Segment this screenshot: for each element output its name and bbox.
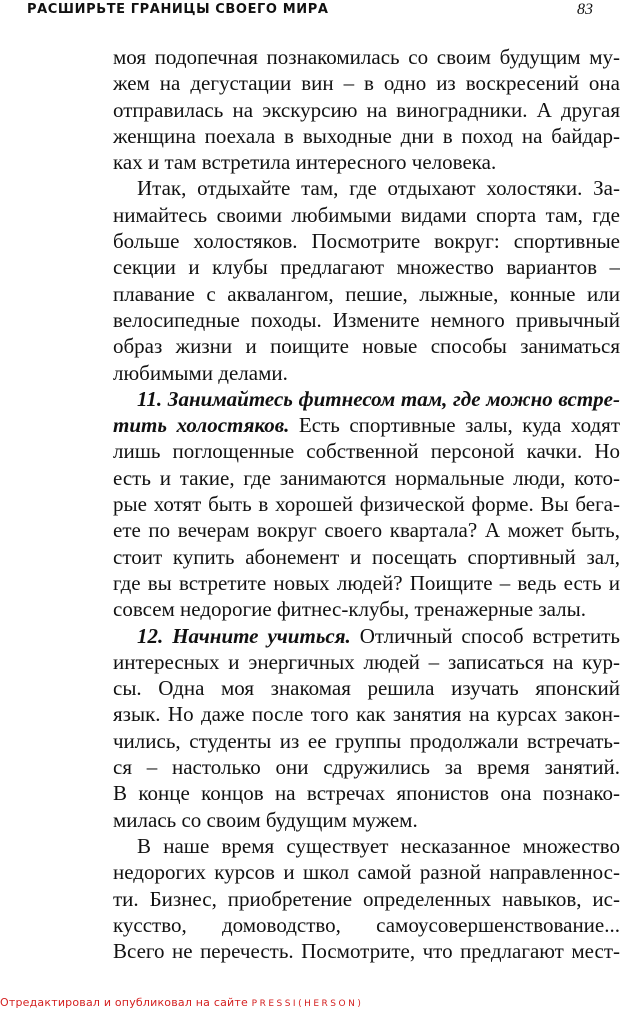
text-line: милась со своим будущим мужем. [113, 807, 418, 832]
text-line: нимайтесь своими любимыми видами спорта там, где [113, 202, 620, 227]
page-header [27, 2, 620, 26]
text-line: рые хотят быть в хорошей физической форме. Вы бега- [113, 492, 620, 517]
text-line: чились, студенты из ее группы продолжали встречать- [113, 728, 620, 753]
text-line: ся – настолько они сдружились за время занятий. [113, 755, 620, 780]
text-line: тить холостяков. Есть спортивные залы, куда ходят [113, 413, 620, 438]
text-line: лишь поглощенные собственной персоной качки. Но [113, 439, 620, 464]
text-line: моя подопечная познакомилась со своим будущим му- [113, 45, 620, 69]
text-line: плавание с аквалангом, пешие, лыжные, конные или [113, 281, 620, 306]
section-heading-11: 11. Занимайтесь фитнесом там, где можно встре- [137, 386, 620, 411]
text-line: стоит купить абонемент и посещать спортивный зал, [113, 544, 620, 569]
text-line: 12. Начните учиться. Отличный способ встретить [137, 623, 620, 648]
running-title: РАСШИРЬТЕ ГРАНИЦЫ СВОЕГО МИРА [27, 2, 329, 17]
text-line: есть и такие, где занимаются нормальные люди, кото- [113, 465, 620, 490]
text-line: где вы встретите новых людей? Поищите – ведь есть и [113, 570, 620, 595]
text-line: секции и клубы предлагают множество вариантов – [113, 255, 620, 280]
text-line: образ жизни и поищите новые способы заниматься [113, 334, 620, 359]
text-body [113, 44, 620, 964]
text-line: интересных и энергичных людей – записаться на кур- [113, 649, 620, 674]
text-line: сы. Одна моя знакомая решила изучать японский [113, 676, 620, 701]
text-line: совсем недорогие фитнес-клубы, тренажерные залы. [113, 597, 586, 622]
text-line: женщина поехала в выходные дни в поход на байдар- [113, 123, 620, 148]
page-number: 83 [577, 1, 593, 18]
section-heading-11-end: тить холостяков. [113, 413, 290, 438]
text-line: язык. Но даже после того как занятия на курсах закон- [113, 702, 620, 727]
text-line: любимыми делами. [113, 360, 288, 385]
text-line: недорогих курсов и школ самой разной направленнос- [113, 860, 620, 885]
text-line: Всего не перечесть. Посмотрите, что предлагают мест- [113, 939, 620, 964]
text-line: жем на дегустации вин – в одно из воскресений она [113, 71, 620, 96]
text-line: кусство, домоводство, самоусовершенствование... [113, 912, 620, 937]
text-line: Итак, отдыхайте там, где отдыхают холостяки. За- [137, 176, 620, 201]
text-line: отправилась на экскурсию на виноградники. А другая [113, 97, 620, 122]
credit-text: Отредактировал и опубликовал на сайте [0, 996, 248, 1009]
text-line: ете по вечерам вокруг своего квартала? А может быть, [113, 518, 620, 543]
text-line: В наше время существует несказанное множество [137, 833, 620, 858]
text-line [113, 386, 620, 412]
text-line: больше холостяков. Посмотрите вокруг: спортивные [113, 229, 620, 254]
text-line: велосипедные походы. Измените немного привычный [113, 307, 620, 332]
section-heading-12: 12. Начните учиться. [137, 623, 351, 648]
publisher-credit [0, 996, 363, 1009]
site-brand: PRESSI(HERSON) [251, 999, 364, 1009]
text-line: ти. Бизнес, приобретение определенных навыков, ис- [113, 886, 620, 911]
text-line: В конце концов на встречах японистов она познако- [113, 781, 620, 806]
text-line: ках и там встретила интересного человека. [113, 150, 497, 175]
